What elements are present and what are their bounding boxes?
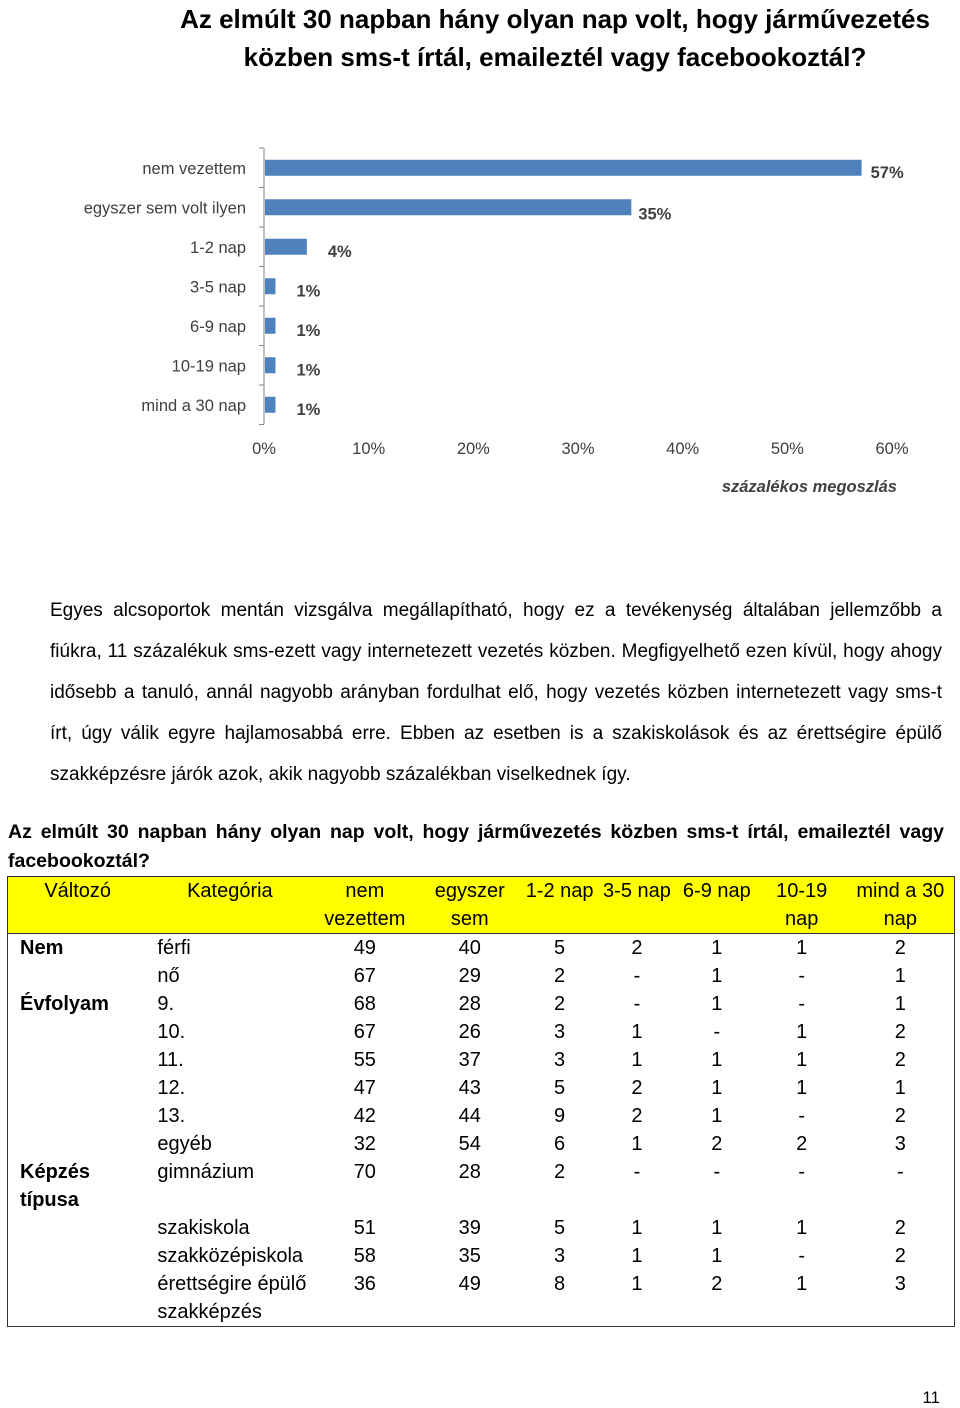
- row-value: -: [798, 1105, 806, 1127]
- table-row: [8, 1242, 955, 1270]
- header-6-9-nap: 6-9 nap: [677, 877, 757, 934]
- row-value: 2: [631, 937, 643, 959]
- row-category: 12.: [157, 1077, 186, 1099]
- row-value: -: [633, 1161, 641, 1183]
- row-value: 1: [631, 1021, 643, 1043]
- row-value: 1: [711, 993, 723, 1015]
- header-mind-a-30-nap: mind a 30 nap: [847, 877, 955, 934]
- row-value: -: [713, 1021, 721, 1043]
- row-category: férfi: [157, 937, 191, 959]
- data-label: 1%: [296, 282, 321, 301]
- row-category: érettségire épülő szakképzés: [147, 1270, 312, 1327]
- row-value: 1: [711, 1245, 723, 1267]
- row-value: 35: [458, 1245, 481, 1267]
- row-value: 2: [554, 965, 566, 987]
- table-header-row: [8, 877, 955, 934]
- row-value: 1: [796, 937, 808, 959]
- x-tick-label: 30%: [561, 440, 595, 458]
- row-variable: [8, 1130, 148, 1158]
- category-label: 10-19 nap: [171, 357, 246, 376]
- row-value: 1: [796, 1049, 808, 1071]
- row-value: -: [896, 1161, 904, 1183]
- table-row: [8, 1158, 955, 1214]
- row-variable: [8, 1018, 148, 1046]
- chart-title: Az elmúlt 30 napban hány olyan nap volt, hogy járművezetés közben sms-t írtál, emaileztél vagy facebookoztál?: [180, 4, 930, 72]
- row-value: 26: [458, 1021, 481, 1043]
- row-value: 36: [312, 1270, 417, 1327]
- bar-chart: [0, 0, 960, 560]
- row-value: 2: [631, 1077, 643, 1099]
- row-value: 70: [353, 1161, 376, 1183]
- bar: [265, 318, 275, 334]
- row-value: 8: [522, 1270, 597, 1327]
- row-category: szakiskola: [157, 1217, 250, 1239]
- row-value: 2: [894, 1217, 906, 1239]
- table-row: [8, 934, 955, 963]
- row-value: 1: [631, 1049, 643, 1071]
- page-number: 11: [922, 1388, 940, 1407]
- bar: [265, 160, 862, 176]
- row-value: 3: [894, 1133, 906, 1155]
- table-row: [8, 1018, 955, 1046]
- row-value: 42: [353, 1105, 376, 1127]
- category-label: egyszer sem volt ilyen: [83, 199, 246, 218]
- row-value: 2: [894, 1105, 906, 1127]
- row-variable: [8, 1074, 148, 1102]
- row-value: 1: [711, 965, 723, 987]
- row-value: 1: [631, 1245, 643, 1267]
- category-label: 3-5 nap: [190, 278, 246, 297]
- row-variable: [8, 1242, 148, 1270]
- row-value: 2: [554, 1161, 566, 1183]
- row-value: 1: [711, 1217, 723, 1239]
- x-axis-title: százalékos megoszlás: [721, 478, 897, 496]
- bar: [265, 357, 275, 373]
- table-row: [8, 1130, 955, 1158]
- data-label: 1%: [296, 400, 321, 419]
- row-value: 3: [847, 1270, 955, 1327]
- row-value: 1: [894, 993, 906, 1015]
- row-value: 5: [554, 1077, 566, 1099]
- row-value: 1: [894, 965, 906, 987]
- row-category: 9.: [157, 993, 175, 1015]
- row-value: 2: [894, 1049, 906, 1071]
- x-tick-label: 20%: [456, 440, 490, 458]
- row-value: 28: [458, 1161, 481, 1183]
- data-label: 1%: [296, 361, 321, 380]
- row-value: 1: [631, 1217, 643, 1239]
- row-value: -: [798, 1161, 806, 1183]
- results-table: [7, 876, 955, 1327]
- row-value: 3: [554, 1021, 566, 1043]
- header-nem-vezettem: nem vezettem: [312, 877, 417, 934]
- row-value: 1: [711, 1077, 723, 1099]
- row-value: 40: [458, 937, 481, 959]
- row-value: 3: [554, 1245, 566, 1267]
- data-label: 1%: [296, 321, 321, 340]
- row-value: -: [633, 965, 641, 987]
- category-label: nem vezettem: [142, 159, 246, 178]
- bar: [265, 239, 307, 255]
- row-variable: Évfolyam: [20, 993, 109, 1015]
- x-tick-label: 40%: [666, 440, 700, 458]
- row-variable: [8, 1214, 148, 1242]
- bar: [265, 397, 275, 413]
- bar: [265, 199, 631, 215]
- category-label: 1-2 nap: [190, 238, 246, 257]
- row-value: 29: [458, 965, 481, 987]
- row-value: -: [633, 993, 641, 1015]
- table-row: [8, 1270, 955, 1327]
- row-value: 1: [796, 1217, 808, 1239]
- row-value: 2: [796, 1133, 808, 1155]
- x-tick-label: 50%: [770, 440, 804, 458]
- row-value: 43: [458, 1077, 481, 1099]
- category-label: 6-9 nap: [190, 317, 246, 336]
- row-value: 37: [458, 1049, 481, 1071]
- table-row: [8, 1046, 955, 1074]
- row-value: 39: [458, 1217, 481, 1239]
- row-value: 54: [458, 1133, 481, 1155]
- row-value: 32: [353, 1133, 376, 1155]
- row-value: -: [798, 993, 806, 1015]
- header-kategoria: Kategória: [147, 877, 312, 934]
- x-tick-label: 60%: [875, 440, 909, 458]
- row-value: 1: [796, 1077, 808, 1099]
- table-row: [8, 962, 955, 990]
- table-row: [8, 1214, 955, 1242]
- row-category: 11.: [157, 1049, 184, 1071]
- row-value: 6: [554, 1133, 566, 1155]
- header-egyszer-sem: egyszer sem: [417, 877, 522, 934]
- header-3-5-nap: 3-5 nap: [597, 877, 677, 934]
- row-category: egyéb: [157, 1133, 212, 1155]
- x-tick-label: 0%: [252, 440, 276, 458]
- row-category: szakközépiskola: [157, 1245, 304, 1267]
- row-value: 2: [554, 993, 566, 1015]
- row-value: 2: [894, 1245, 906, 1267]
- data-label: 35%: [638, 205, 672, 224]
- row-value: 2: [711, 1133, 723, 1155]
- row-value: 5: [554, 937, 566, 959]
- table-title: Az elmúlt 30 napban hány olyan nap volt, hogy járművezetés közben sms-t írtál, emaileztél vagy facebookoztál?: [8, 821, 944, 872]
- bar: [265, 278, 275, 294]
- row-variable: [8, 1102, 148, 1130]
- row-variable: Képzés típusa: [20, 1161, 91, 1211]
- row-variable: [8, 1046, 148, 1074]
- table-row: [8, 990, 955, 1018]
- row-variable: [8, 1270, 148, 1327]
- row-value: 2: [894, 1021, 906, 1043]
- row-value: 47: [353, 1077, 376, 1099]
- row-value: 55: [353, 1049, 376, 1071]
- row-value: 2: [894, 937, 906, 959]
- row-value: -: [798, 965, 806, 987]
- row-value: 49: [417, 1270, 522, 1327]
- row-category: gimnázium: [157, 1161, 255, 1183]
- row-variable: Nem: [20, 937, 64, 959]
- category-label: mind a 30 nap: [141, 396, 246, 415]
- header-valtozo: Változó: [8, 877, 148, 934]
- table-row: [8, 1102, 955, 1130]
- row-category: 10.: [157, 1021, 186, 1043]
- data-label: 57%: [870, 163, 904, 182]
- row-value: -: [713, 1161, 721, 1183]
- header-10-19-nap: 10-19 nap: [757, 877, 847, 934]
- data-label: 4%: [327, 242, 352, 261]
- row-value: 1: [711, 1105, 723, 1127]
- row-value: 5: [554, 1217, 566, 1239]
- table-row: [8, 1074, 955, 1102]
- row-value: 67: [353, 965, 376, 987]
- row-value: 68: [353, 993, 376, 1015]
- row-value: 58: [353, 1245, 376, 1267]
- row-value: 2: [677, 1270, 757, 1327]
- row-value: 49: [353, 937, 376, 959]
- x-tick-label: 10%: [352, 440, 386, 458]
- row-value: 1: [894, 1077, 906, 1099]
- row-category: nő: [157, 965, 180, 987]
- row-value: 1: [757, 1270, 847, 1327]
- header-1-2-nap: 1-2 nap: [522, 877, 597, 934]
- row-value: 1: [631, 1133, 643, 1155]
- row-value: 67: [353, 1021, 376, 1043]
- analysis-paragraph: Egyes alcsoportok mentán vizsgálva megállapítható, hogy ez a tevékenység általában jellemzőbb a fiúkra, 11 százalékuk sms-ezett vagy internetezett vezetés közben. Megfigyelhető ezen kívül, hogy ahogy idősebb a tanuló, annál nagyobb arányban fordulhat elő, hogy vezetés közben internetezett vagy sms-t írt, úgy válik egyre hajlamosabbá erre. Ebben az esetben is a szakiskolások és az érettségire épülő szakképzésre járók azok, akik nagyobb százalékban viselkednek így.: [50, 600, 942, 785]
- row-category: 13.: [157, 1105, 186, 1127]
- row-value: 3: [554, 1049, 566, 1071]
- row-value: 51: [353, 1217, 376, 1239]
- row-value: 9: [554, 1105, 566, 1127]
- row-value: 1: [597, 1270, 677, 1327]
- row-value: 44: [458, 1105, 481, 1127]
- row-value: 28: [458, 993, 481, 1015]
- row-value: -: [798, 1245, 806, 1267]
- row-variable: [8, 962, 148, 990]
- row-value: 1: [796, 1021, 808, 1043]
- row-value: 1: [711, 937, 723, 959]
- row-value: 2: [631, 1105, 643, 1127]
- row-value: 1: [711, 1049, 723, 1071]
